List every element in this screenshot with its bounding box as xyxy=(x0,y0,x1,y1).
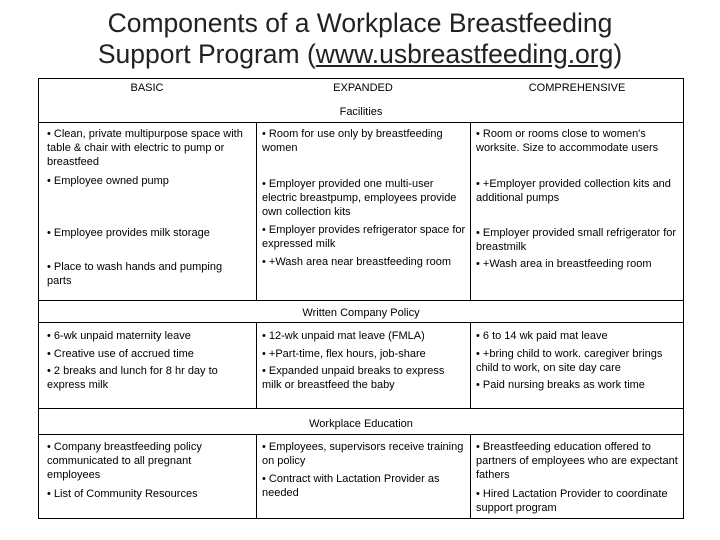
website-link[interactable]: www.usbreastfeeding.org xyxy=(315,39,614,69)
title-line-1: Components of a Workplace Breastfeeding xyxy=(107,8,613,38)
column-header-comprehensive: COMPREHENSIVE xyxy=(528,82,626,94)
column-header-expanded: EXPANDED xyxy=(333,82,393,94)
column-divider xyxy=(470,122,471,300)
column-divider xyxy=(470,322,471,408)
divider-policy-bottom xyxy=(38,322,684,323)
list-item: • +bring child to work. caregiver brings child to work, on site day care xyxy=(476,348,663,374)
title-line-2-suffix: ) xyxy=(613,39,623,69)
column-divider xyxy=(256,434,257,519)
list-item: • Room or rooms close to women's worksite. Size to accommodate users xyxy=(476,128,659,154)
list-item: • 6-wk unpaid maternity leave xyxy=(47,330,191,342)
list-item: • Breastfeeding education offered to partners of employees who are expectant fathers xyxy=(476,441,678,481)
divider-education-bottom xyxy=(38,434,684,435)
list-item: • +Employer provided collection kits and additional pumps xyxy=(476,178,671,204)
list-item: • Hired Lactation Provider to coordinate support program xyxy=(476,488,668,514)
column-divider xyxy=(256,122,257,300)
divider-policy-top xyxy=(38,300,684,301)
column-divider xyxy=(256,322,257,408)
section-heading-facilities: Facilities xyxy=(339,106,383,118)
list-item: • Creative use of accrued time xyxy=(47,348,194,360)
title-line-2 xyxy=(0,39,720,70)
list-item: • +Part-time, flex hours, job-share xyxy=(262,348,426,360)
list-item: • 6 to 14 wk paid mat leave xyxy=(476,330,608,342)
section-heading-education: Workplace Education xyxy=(309,418,413,430)
list-item: • 12-wk unpaid mat leave (FMLA) xyxy=(262,330,425,342)
divider-facilities-bottom xyxy=(38,122,684,123)
list-item: • Paid nursing breaks as work time xyxy=(476,379,645,391)
column-header-basic: BASIC xyxy=(130,82,164,94)
list-item: • Employee owned pump xyxy=(47,175,169,187)
list-item: • Company breastfeeding policy communicated to all pregnant employees xyxy=(47,441,202,481)
page-title xyxy=(0,8,720,70)
list-item: • Employer provided small refrigerator for breastmilk xyxy=(476,227,677,253)
list-item: • Clean, private multipurpose space with table & chair with electric to pump or breastfeed xyxy=(47,128,243,168)
list-item: • 2 breaks and lunch for 8 hr day to express milk xyxy=(47,365,218,391)
section-heading-policy: Written Company Policy xyxy=(302,307,420,319)
list-item: • Expanded unpaid breaks to express milk or breastfeed the baby xyxy=(262,365,445,391)
list-item: • Employer provided one multi-user electric breastpump, employees provide own collection kits xyxy=(262,178,457,218)
title-line-2-prefix: Support Program ( xyxy=(97,39,316,69)
list-item: • Contract with Lactation Provider as needed xyxy=(262,473,440,499)
column-divider xyxy=(470,434,471,519)
list-item: • List of Community Resources xyxy=(47,488,198,500)
list-item: • Employees, supervisors receive training on policy xyxy=(262,441,464,467)
list-item: • Employer provides refrigerator space for expressed milk xyxy=(262,224,466,250)
list-item: • +Wash area near breastfeeding room xyxy=(262,256,452,268)
list-item: • +Wash area in breastfeeding room xyxy=(476,258,652,270)
list-item: • Place to wash hands and pumping parts xyxy=(47,261,223,287)
divider-education-top xyxy=(38,408,684,409)
list-item: • Room for use only by breastfeeding women xyxy=(262,128,443,154)
list-item: • Employee provides milk storage xyxy=(47,227,210,239)
